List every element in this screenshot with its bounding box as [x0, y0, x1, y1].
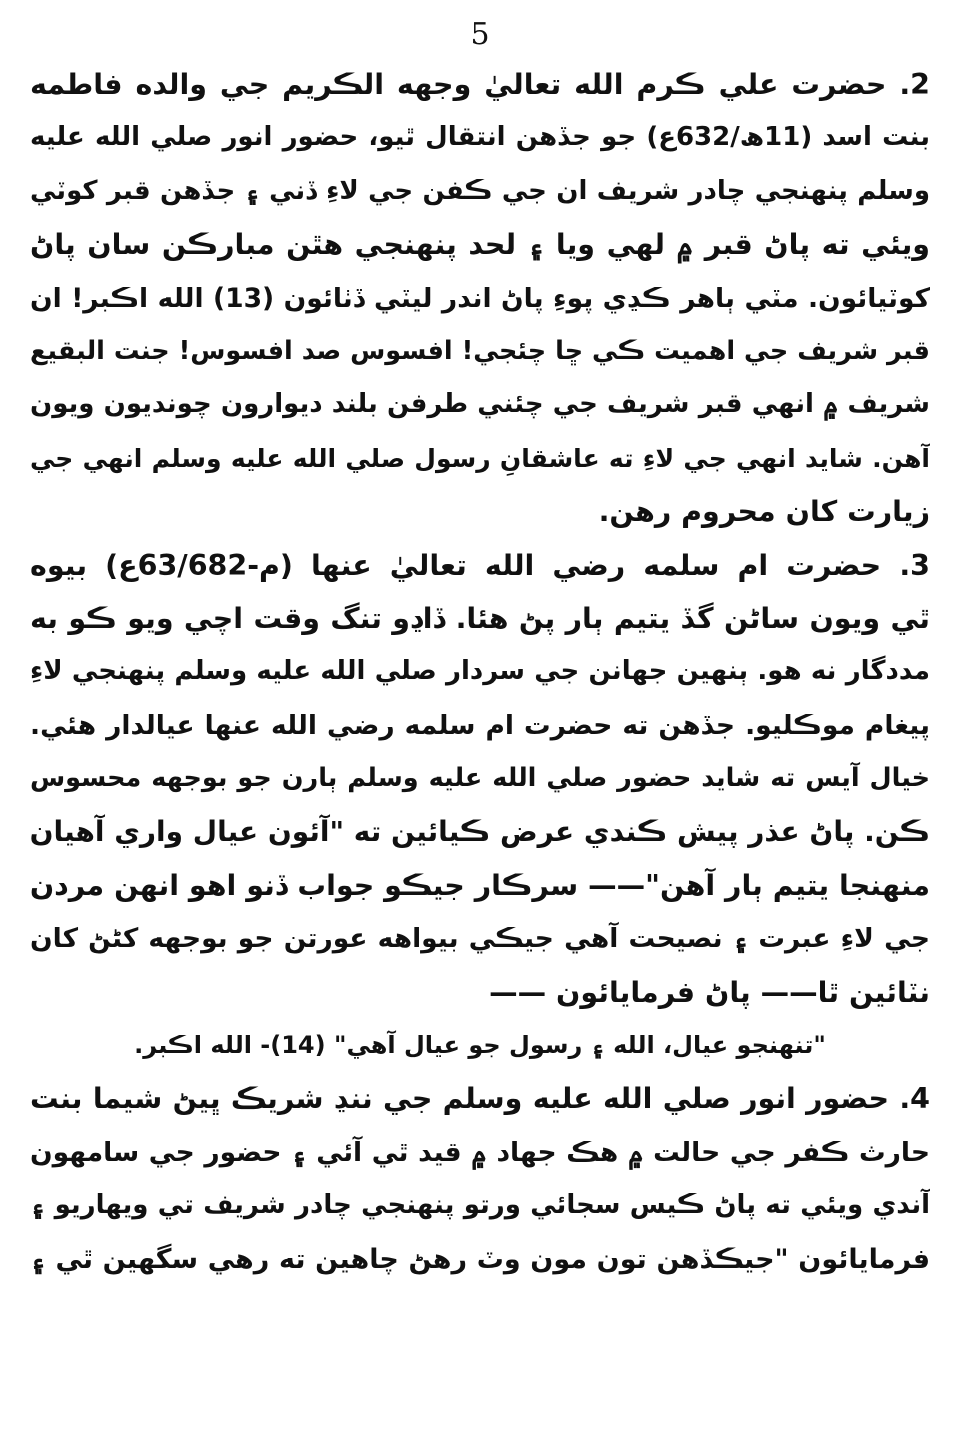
text-line: بنت اسد (11ھ/632ع) جو جڏهن انتقال ٿيو، حضور انور صلي الله عليه [30, 122, 930, 153]
text-line: زيارت کان محروم رهن. [598, 495, 930, 529]
text-line: 4. حضور انور صلي الله عليه وسلم جي ننڍ شريڪ ڀيڻ شيما بنت [30, 1082, 930, 1116]
page-number: 5 [470, 17, 490, 52]
text-line: ٿي ويون ساڻن گڏ يتيم ٻار پڻ هئا. ڏاڍو تنگ وقت اچي ويو ڪو به [30, 601, 930, 635]
text-line: خيال آيس ته شايد حضور صلي الله عليه وسلم ٻارن جو بوجهه محسوس [30, 763, 930, 794]
text-line: مددگار نه هو. ٻنهين جهانن جي سردار صلي الله عليه وسلم پنهنجي لاءِ [30, 656, 930, 687]
text-line: جي لاءِ عبرت ۽ نصيحت آهي جيڪي بيواهه عورتن جو بوجهه کڻڻ کان [30, 923, 930, 955]
text-line: پيغام موڪليو. جڏهن ته حضرت ام سلمه رضي الله عنها عيالدار هئي. [30, 709, 930, 741]
text-line: کوٽيائون. مٽي ٻاهر ڪڍي پوءِ پاڻ اندر ليٽي ڏٺائون (13) الله اڪبر! ان [30, 282, 930, 314]
text-line: آهن. شايد انهي جي لاءِ ته عاشقانِ رسول صلي الله عليه وسلم انهي جي [30, 443, 930, 473]
text-line: شريف ۾ انهي قبر شريف جي چئني طرفن بلند ديوارون چونديون ويون [30, 389, 930, 420]
text-line: آندي ويئي ته پاڻ ڪيس سجائي ورتو پنهنجي چادر شريف تي ويهاريو ۽ [30, 1190, 930, 1221]
text-line: ڪن. پاڻ عذر پيش ڪندي عرض ڪيائين ته "آئون عيال واري آهيان [30, 815, 930, 849]
body-text [30, 58, 930, 1286]
text-line: ويئي ته پاڻ قبر ۾ لهي ويا ۽ لحد پنهنجي هٿن مبارڪن سان پاڻ [30, 228, 930, 262]
quote-line: "تنهنجو عيال، الله ۽ رسول جو عيال آهي" (14)- الله اڪبر. [134, 1031, 826, 1060]
text-line: قبر شريف جي اهميت ڪي ڇا چئجي! افسوس صد افسوس! جنت البقيع [30, 335, 930, 366]
text-line: وسلم پنهنجي چادر شريف ان جي ڪفن جي لاءِ ڏني ۽ جڏهن قبر کوٽي [30, 175, 930, 206]
text-line: منهنجا يتيم ٻار آهن"—— سرڪار جيڪو جواب ڏنو اهو انهن مردن [30, 868, 930, 902]
text-line: نٽائين ٿا—— پاڻ فرمايائون —— [489, 975, 930, 1009]
text-line: حارث ڪفر جي حالت ۾ هڪ جهاد ۾ قيد ٿي آئي ۽ حضور جي سامهون [30, 1136, 930, 1168]
text-line: 2. حضرت علي ڪرم الله تعاليٰ وجهه الڪريم جي والده فاطمه [30, 68, 930, 101]
text-line: فرمايائون "جيڪڏهن تون مون وٽ رهڻ چاهين ته رهي سگهين ٿي ۽ [30, 1243, 930, 1275]
text-line: 3. حضرت ام سلمه رضي الله تعاليٰ عنها (م-63/682ع) بيوه [30, 548, 930, 582]
